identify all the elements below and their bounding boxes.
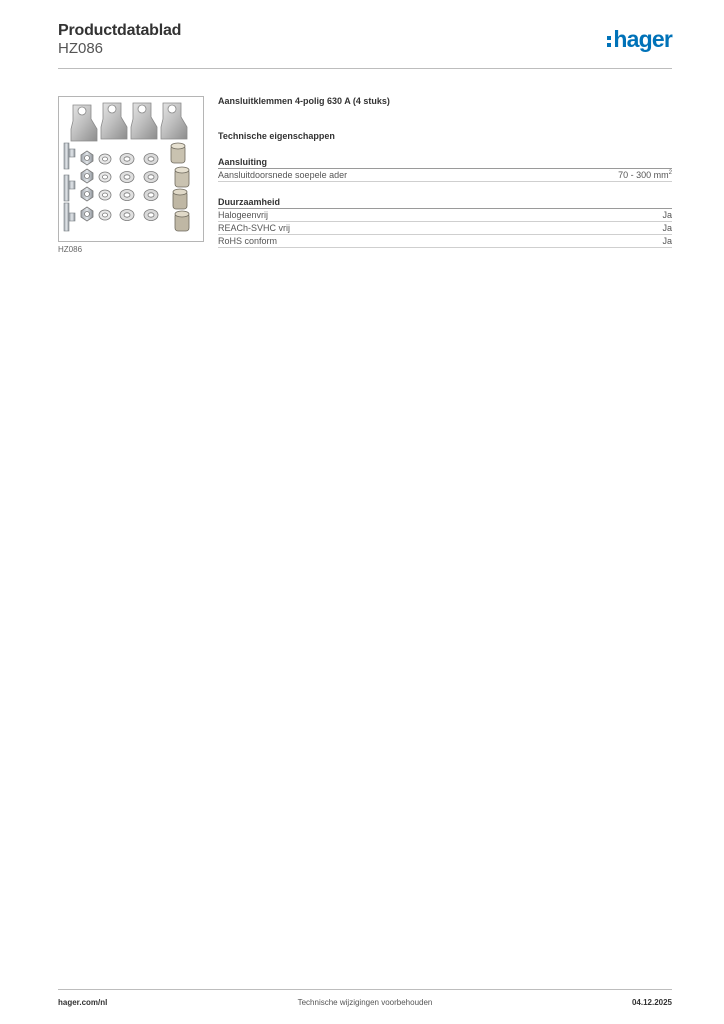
hager-logo — [607, 28, 672, 51]
spec-row — [218, 235, 672, 248]
document-title: Productdatablad — [58, 22, 182, 39]
image-caption: HZ086 — [58, 245, 83, 254]
spec-label: Halogeenvrij — [218, 210, 269, 220]
spec-group-sustainability — [218, 196, 672, 248]
spec-value: 70 - 300 $mm^2$ — [618, 170, 672, 180]
footer-disclaimer: Technische wijzigingen voorbehouden — [297, 998, 433, 1007]
header-divider — [58, 68, 672, 69]
spec-group-connection — [218, 156, 672, 182]
spec-value: Ja — [662, 223, 672, 233]
technical-properties-heading: Technische eigenschappen — [218, 131, 335, 141]
spec-value: Ja — [662, 210, 672, 220]
product-code: HZ086 — [58, 40, 104, 57]
website-link[interactable]: hager.com/nl — [58, 998, 108, 1007]
spec-label: RoHS conform — [218, 236, 278, 246]
spec-group-title: Aansluiting — [218, 156, 672, 169]
terminals-photo-icon — [59, 97, 203, 241]
logo-text: hager — [613, 26, 672, 52]
spec-row — [218, 209, 672, 222]
page-header — [58, 22, 672, 70]
spec-group-title: Duurzaamheid — [218, 196, 672, 209]
spec-row — [218, 169, 672, 182]
product-image — [58, 96, 204, 242]
footer-divider — [58, 989, 672, 990]
footer-date: 04.12.2025 — [631, 998, 672, 1007]
spec-label: Aansluitdoorsnede soepele ader — [218, 170, 348, 180]
spec-label: REACh-SVHC vrij — [218, 223, 291, 233]
product-name: Aansluitklemmen 4-polig 630 A (4 stuks) — [218, 96, 390, 106]
spec-row — [218, 222, 672, 235]
spec-value: Ja — [662, 236, 672, 246]
logo-dots-icon — [607, 36, 611, 47]
